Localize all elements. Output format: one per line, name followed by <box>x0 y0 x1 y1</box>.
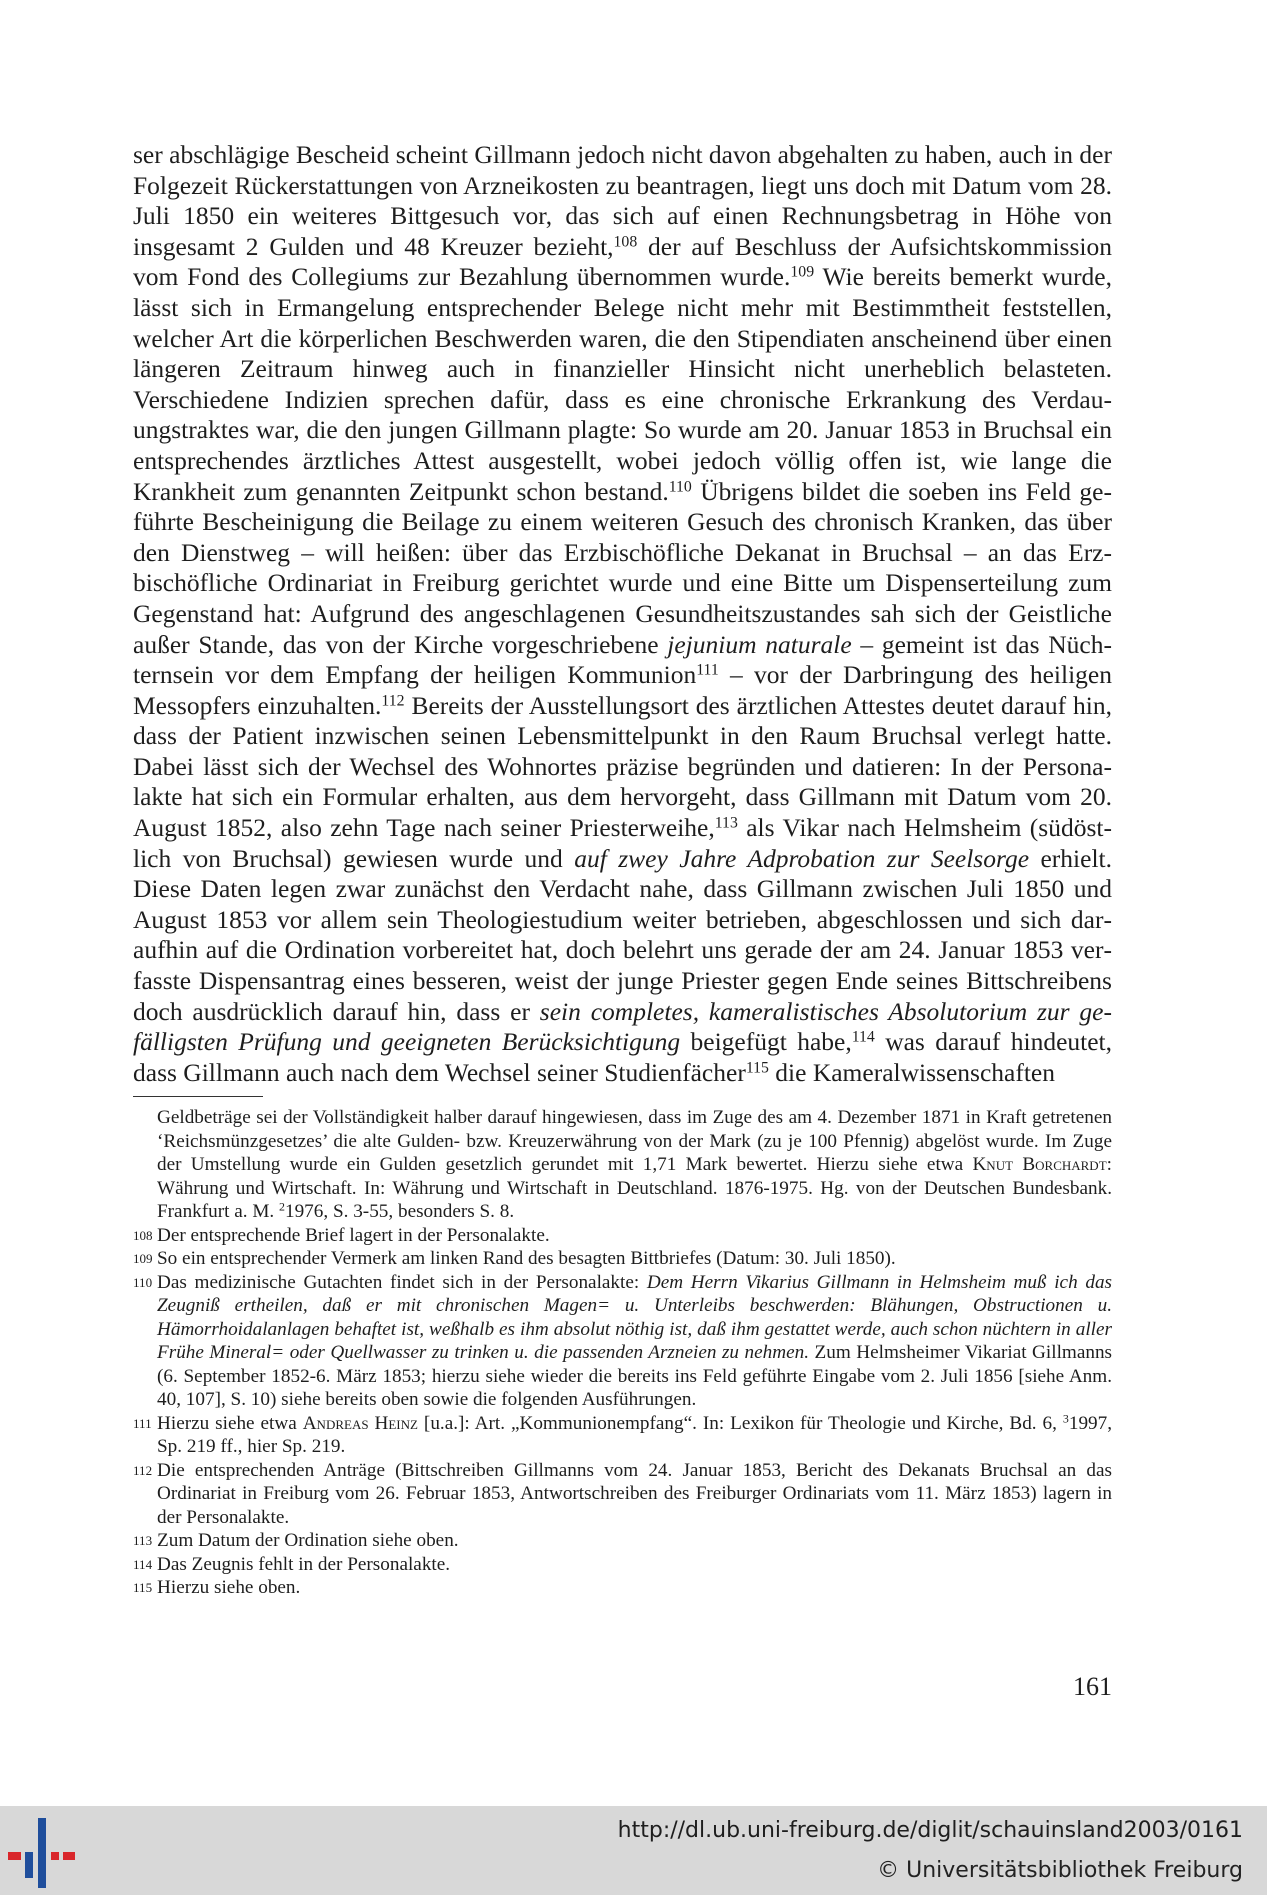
footnote-ref-109[interactable]: 109 <box>790 263 815 281</box>
edition-number: 3 <box>1062 1410 1069 1425</box>
footnote-108: 108 Der entsprechende Brief lagert in der Personalakte. <box>133 1224 1112 1248</box>
footnote-109: 109 So ein entsprechender Vermerk am linken Rand des besagten Bittbriefes (Datum: 30. Juli 1850). <box>133 1247 1112 1271</box>
footnote-ref-110[interactable]: 110 <box>668 477 692 495</box>
copyright-notice: © Universitätsbibliothek Freiburg <box>877 1858 1243 1883</box>
footnotes <box>133 1106 1112 1600</box>
page-number: 161 <box>1073 1672 1112 1701</box>
footnote-ref-112[interactable]: 112 <box>381 692 405 709</box>
footnote-110: 110 Das medizinische Gutachten findet sich in der Personalakte: Dem Herrn Vikarius Gillmann in Helmsheim muß ich das Zeugniß ertheilen, daß er mit chronischen Magen= u. Unterleibs beschwerden: Blähungen, Obstructionen u. Hämorrhoidalanlagen behaftet ist, weßhalb es ihm absolut nöthig ist, daß ihm gestattet werde, auch schon nüchtern in aller Frühe Mineral= oder Quellwasser zu trinken u. die passenden Arzneien zu nehmen. Zum Helmsheimer Vikariat Gillmanns (6. September 1852-6. März 1853; hierzu siehe wieder die bereits ins Feld geführte Eingabe vom 2. Juli 1856 [siehe Anm. 40, 107], S. 10) siehe bereits oben sowie die folgenden Ausführungen. <box>133 1271 1113 1410</box>
author-name: Andreas Heinz <box>302 1412 418 1434</box>
footnote-number: 113 <box>133 1533 153 1548</box>
footnote-112: 112 Die entsprechenden Anträge (Bittschreiben Gillmanns vom 24. Januar 1853, Bericht des Dekanats Bruchsal an das Ordinariat in Freiburg vom 26. Februar 1853, Antwortschreiben des Freiburger Ordinariats vom 11. März 1853) lagern in der Personalakte. <box>133 1459 1112 1528</box>
footnote-114: 114 Das Zeugnis fehlt in der Personalakte. <box>133 1553 1112 1577</box>
footnote-115: 115 Hierzu siehe oben. <box>133 1576 1112 1600</box>
main-text <box>133 140 1112 1088</box>
edition-number: 2 <box>279 1199 285 1214</box>
footnote-number: 110 <box>133 1274 153 1290</box>
footnote-continued: Geldbeträge sei der Vollständigkeit halber darauf hingewiesen, dass im Zuge des am 4. Dezember 1871 in Kraft getretenen ‘Reichsmünzgesetzes’ die alte Gulden- bzw. Kreuzerwährung von der Mark (zu je 100 Pfennig) abgelöst wurde. Im Zuge der Umstellung wurde ein Gulden gesetzlich gerundet mit 1,71 Mark bewertet. Hierzu siehe etwa Knut Borchardt: Währung und Wirtschaft. In: Währung und Wirtschaft in Deutschland. 1876-1975. Hg. von der Deutschen Bundesbank. Frankfurt a. M. $^2$1976, S. 3-55, besonders S. 8. <box>157 1107 1112 1222</box>
italic-quote-adprobation: auf zwey Jahre Adprobation zur Seelsorge <box>574 843 1030 873</box>
footnote-ref-114[interactable]: 114 <box>851 1028 875 1046</box>
footnote-divider <box>133 1096 263 1097</box>
footnote-number: 108 <box>133 1227 153 1243</box>
italic-quote-gutachten: Dem Herrn Vikarius Gillmann in Helmsheim muß ich das Zeugniß ertheilen, daß er mit chronischen Magen= u. Unterleibs beschwerden: Blähungen, Obstructionen u. Hämorrhoidalanlagen behaftet ist, weßhalb es ihm absolut nöthig ist, daß ihm gestattet werde, auch schon nüchtern in aller Frühe Mineral= oder Quellwasser zu trinken u. die passenden Arzneien zu nehmen. <box>157 1271 1113 1363</box>
footnote-ref-108[interactable]: 108 <box>613 233 638 251</box>
italic-quote-absolutorium: sein completes, kameralistisches Absolutorium zur gefälligsten Prüfung und geeigneten Berücksichtigung <box>133 996 1112 1057</box>
footnote-number: 114 <box>133 1556 153 1572</box>
footnote-number: 111 <box>133 1415 152 1431</box>
author-name: Knut Borchardt <box>972 1154 1107 1175</box>
footnote-number: 112 <box>133 1462 153 1478</box>
footnote-113: 113 Zum Datum der Ordination siehe oben. <box>133 1529 1112 1553</box>
footnote-number: 109 <box>133 1251 153 1266</box>
footnote-ref-113[interactable]: 113 <box>714 814 738 832</box>
footnote-111: 111 Hierzu siehe etwa Andreas Heinz [u.a.]: Art. „Kommunionempfang“. In: Lexikon für Theologie und Kirche, Bd. 6, $^3$1997, Sp. 219 ff., hier Sp. 219. <box>133 1410 1113 1457</box>
permalink-url[interactable]: http://dl.ub.uni-freiburg.de/diglit/schauinsland2003/0161 <box>617 1818 1243 1843</box>
footnote-ref-111[interactable]: 111 <box>696 661 719 679</box>
italic-term-jejunium: jejunium naturale <box>667 629 852 659</box>
ub-freiburg-logo-icon[interactable] <box>8 1818 78 1888</box>
footer-bar <box>0 1806 1267 1895</box>
footnote-number: 115 <box>133 1580 153 1595</box>
footnote-ref-115[interactable]: 115 <box>745 1059 769 1077</box>
body-paragraph: ser abschlägige Bescheid scheint Gillmann jedoch nicht davon abgehalten zu haben, auch in der Folgezeit Rückerstattungen von Arzneikosten zu beantragen, liegt uns doch mit Datum vom 28. Juli 1850 ein weiteres Bittgesuch vor, das sich auf einen Rechnungsbetrag in Höhe von insgesamt 2 Gulden und 48 Kreuzer bezieht,$^{108}$ der auf Beschluss der Aufsichtskommission vom Fond des Collegiums zur Bezahlung übernommen wurde.$^{109}$ Wie bereits bemerkt wurde, lässt sich in Ermangelung entsprechender Belege nicht mehr mit Bestimmtheit feststellen, welcher Art die körperlichen Beschwerden waren, die den Stipendiaten anscheinend über einen längeren Zeitraum hinweg auch in finanzieller Hinsicht nicht unerheblich belasteten. Verschiedene Indizien sprechen dafür, dass es eine chronische Erkrankung des Verdauungstraktes war, die den jungen Gillmann plagte: So wurde am 20. Januar 1853 in Bruchsal ein entsprechendes ärztliches Attest ausgestellt, wobei jedoch völlig offen ist, wie lange die Krankheit zum genannten Zeitpunkt schon bestand.$^{110}$ Übrigens bildet die soeben ins Feld geführte Bescheinigung die Beilage zu einem weiteren Gesuch des chronisch Kranken, das über den Dienstweg – will heißen: über das Erzbischöfliche Dekanat in Bruchsal – an das Erzbischöfliche Ordinariat in Freiburg gerichtet wurde und eine Bitte um Dispenserteilung zum Gegenstand hat: Aufgrund des angeschlagenen Gesundheitszustandes sah sich der Geistliche außer Stande, das von der Kirche vorgeschriebene jejunium naturale – gemeint ist das Nüchternsein vor dem Empfang der heiligen Kommunion$^{111}$ – vor der Darbringung des heiligen Messopfers einzuhalten.$^{112}$ Bereits der Ausstellungsort des ärztlichen Attestes deutet darauf hin, dass der Patient inzwischen seinen Lebensmittelpunkt in den Raum Bruchsal verlegt hatte. Dabei lässt sich der Wechsel des Wohnortes präzise begründen und datieren: In der Personalakte hat sich ein Formular erhalten, aus dem hervorgeht, dass Gillmann mit Datum vom 20. August 1852, also zehn Tage nach seiner Priesterweihe,$^{113}$ als Vikar nach Helmsheim (südöstlich von Bruchsal) gewiesen wurde und auf zwey Jahre Adprobation zur Seelsorge erhielt. Diese Daten legen zwar zunächst den Verdacht nahe, dass Gillmann zwischen Juli 1850 und August 1853 vor allem sein Theologiestudium weiter betrieben, abgeschlossen und sich daraufhin auf die Ordination vorbereitet hat, doch belehrt uns gerade der am 24. Januar 1853 verfasste Dispensantrag eines besseren, weist der junge Priester gegen Ende seines Bittschreibens doch ausdrücklich darauf hin, dass er sein completes, kameralistisches Absolutorium zur gefälligsten Prüfung und geeigneten Berücksichtigung beigefügt habe,$^{114}$ was darauf hindeutet, dass Gillmann auch nach dem Wechsel seiner Studienfächer$^{115}$ die Kameralwissenschaften <box>133 140 1113 1087</box>
